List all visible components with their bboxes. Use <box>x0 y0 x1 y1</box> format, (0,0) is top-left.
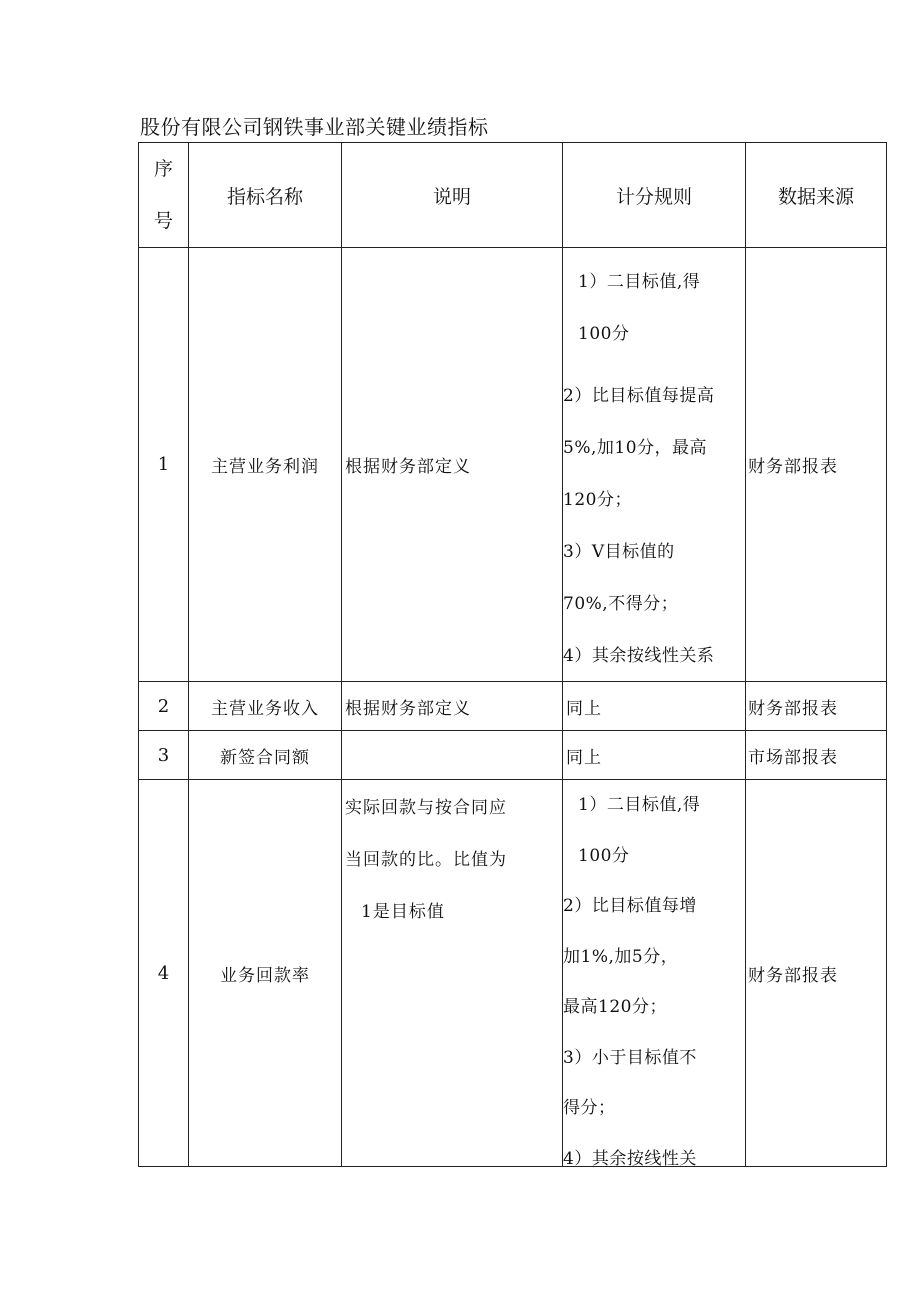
row-desc <box>342 731 563 780</box>
header-name: 指标名称 <box>189 143 342 248</box>
table-row <box>139 682 887 731</box>
row-name: 业务回款率 <box>189 780 342 1167</box>
header-seq: 序 号 <box>139 143 189 248</box>
table-row <box>139 248 887 682</box>
row-source: 市场部报表 <box>746 731 887 780</box>
row-rule <box>563 248 746 682</box>
header-rule: 计分规则 <box>563 143 746 248</box>
table-row <box>139 780 887 1167</box>
row-seq: 1 <box>139 248 189 682</box>
rule-lines: 1）二目标值,得 100分 2）比目标值每提高 5%,加10分，最高 120分； 3）V目标值的 70%,不得分； 4）其余按线性关系 <box>563 272 715 666</box>
row-desc: 根据财务部定义 <box>342 248 563 682</box>
row-source: 财务部报表 <box>746 682 887 731</box>
kpi-table <box>138 142 887 1167</box>
header-source: 数据来源 <box>746 143 887 248</box>
row-name: 新签合同额 <box>189 731 342 780</box>
row-source: 财务部报表 <box>746 248 887 682</box>
row-source: 财务部报表 <box>746 780 887 1167</box>
row-name: 主营业务利润 <box>189 248 342 682</box>
rule-lines: 1）二目标值,得 100分 2）比目标值每增 加1%,加5分， 最高120分； 3）小于目标值不 得分； 4）其余按线性关 <box>563 795 701 1166</box>
row-rule: 同上 <box>563 731 746 780</box>
row-rule: 同上 <box>563 682 746 731</box>
header-desc: 说明 <box>342 143 563 248</box>
row-seq: 2 <box>139 682 189 731</box>
row-name: 主营业务收入 <box>189 682 342 731</box>
row-seq: 4 <box>139 780 189 1167</box>
row-rule <box>563 780 746 1167</box>
table-row <box>139 731 887 780</box>
page-title: 股份有限公司钢铁事业部关键业绩指标 <box>140 115 489 139</box>
table-header-row <box>139 143 887 248</box>
row-seq: 3 <box>139 731 189 780</box>
row-desc <box>342 780 563 1167</box>
desc-lines: 实际回款与按合同应 当回款的比。比值为 1是目标值 <box>345 798 507 922</box>
row-desc: 根据财务部定义 <box>342 682 563 731</box>
